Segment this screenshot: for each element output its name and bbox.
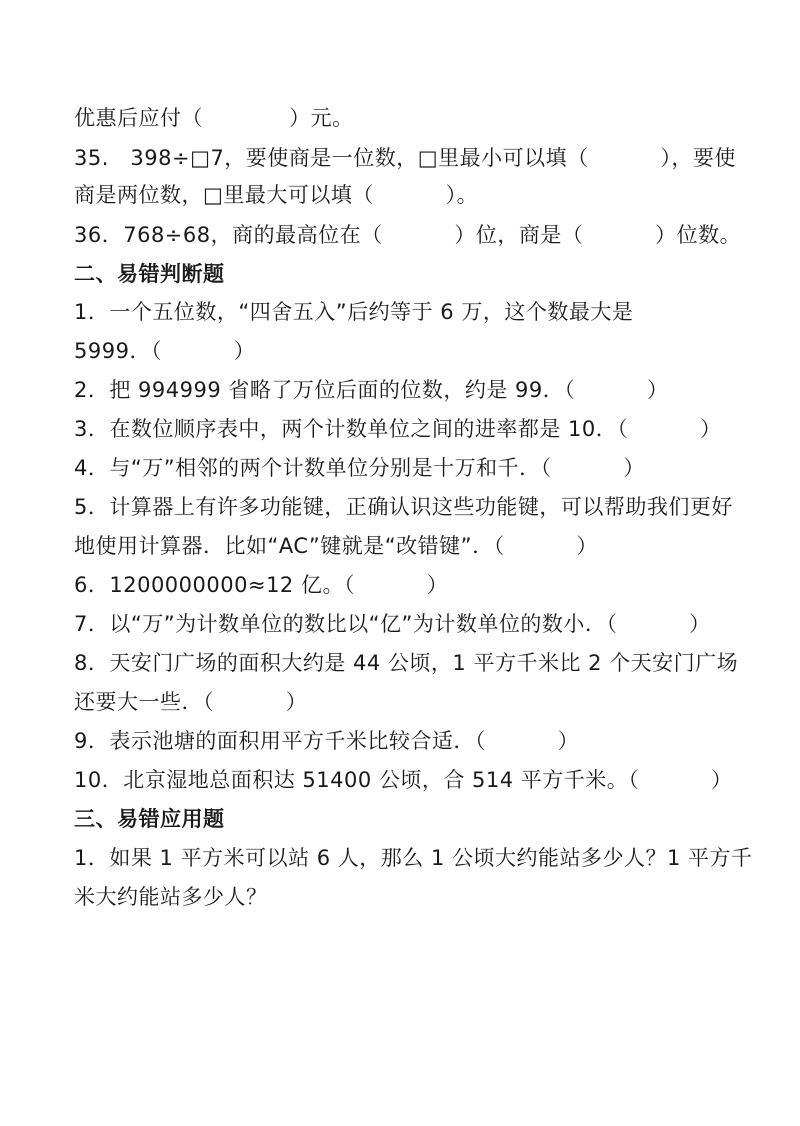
q36: 36．768÷68，商的最高位在（ ）位，商是（ ）位数。 (74, 223, 742, 247)
judge-5-line1: 5．计算器上有许多功能键，正确认识这些功能键，可以帮助我们更好 (74, 495, 733, 519)
judge-4: 4．与“万”相邻的两个计数单位分别是十万和千．（ ） (74, 456, 645, 480)
q35-line1: 35. 398÷□7，要使商是一位数，□里最小可以填（ ），要使 (74, 146, 736, 170)
section-heading-application: 三、易错应用题 (74, 807, 225, 831)
judge-5-line2: 地使用计算器．比如“AC”键就是“改错键”．（ ） (74, 534, 598, 558)
judge-1-line1: 1．一个五位数，“四舍五入”后约等于 6 万，这个数最大是 (74, 300, 634, 324)
judge-8-line1: 8．天安门广场的面积大约是 44 公顷，1 平方千米比 2 个天安门广场 (74, 651, 739, 675)
section-heading-judgement: 二、易错判断题 (74, 262, 225, 286)
apply-1-line2: 米大约能站多少人？ (74, 885, 268, 909)
judge-3: 3．在数位顺序表中，两个计数单位之间的进率都是 10．（ ） (74, 417, 722, 441)
judge-1-line2: 5999．（ ） (74, 339, 256, 363)
judge-6: 6．1200000000≈12 亿。（ ） (74, 573, 449, 597)
judge-10: 10．北京湿地总面积达 51400 公顷，合 514 平方千米。（ ） (74, 768, 733, 792)
judge-7: 7．以“万”为计数单位的数比以“亿”为计数单位的数小．（ ） (74, 612, 711, 636)
q35-line2: 商是两位数，□里最大可以填（ ）。 (74, 183, 479, 207)
q34-continuation: 优惠后应付（ ）元。 (74, 106, 354, 130)
judge-2: 2．把 994999 省略了万位后面的位数，约是 99．（ ） (74, 378, 669, 402)
judge-9: 9．表示池塘的面积用平方千米比较合适．（ ） (74, 729, 580, 753)
judge-8-line2: 还要大一些．（ ） (74, 690, 308, 714)
apply-1-line1: 1．如果 1 平方米可以站 6 人，那么 1 公顷大约能站多少人？1 平方千 (74, 846, 753, 870)
